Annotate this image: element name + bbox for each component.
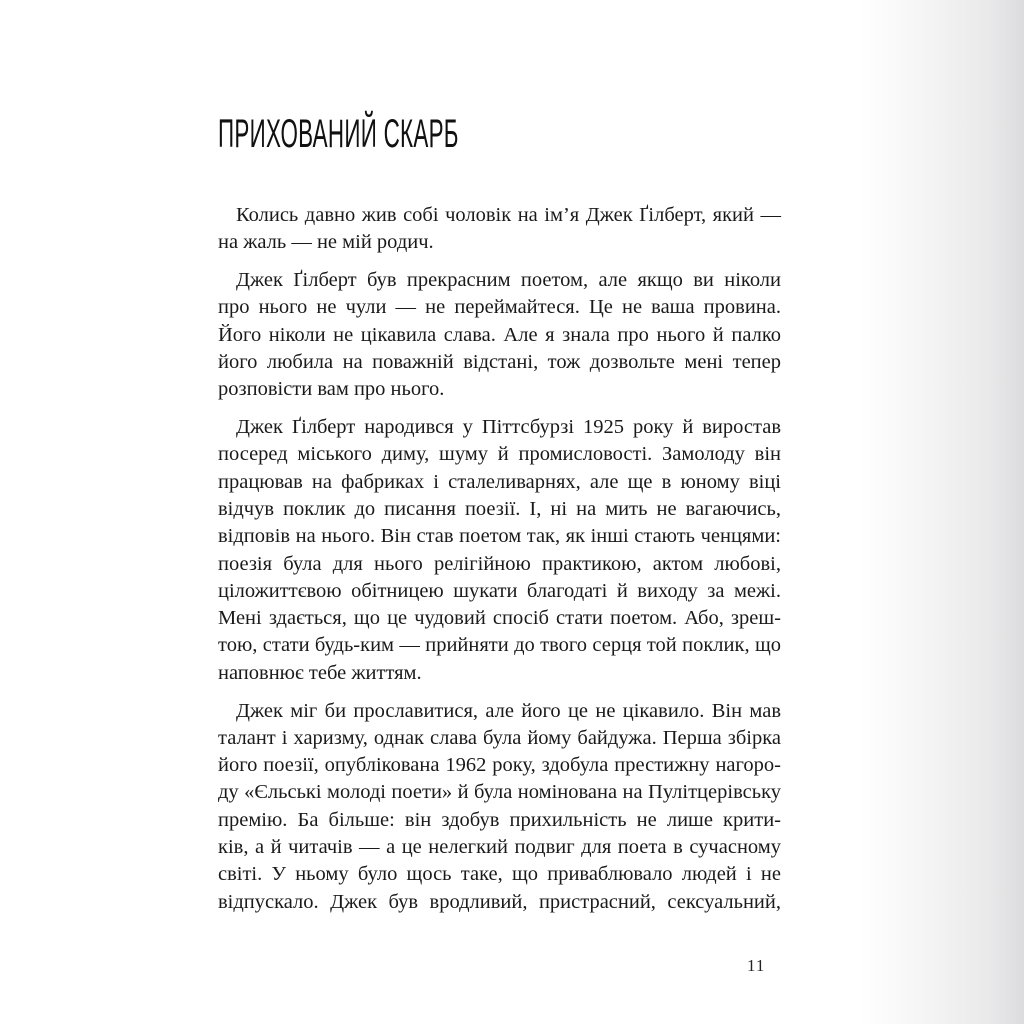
text-line: Джек Ґілберт був прекрасним поетом, але якщо ви ніколи	[236, 269, 781, 292]
text-line: Джек Ґілберт народився у Піттсбурзі 1925 року й виростав	[236, 416, 781, 439]
text-line: посеред міського диму, шуму й промисловості. Замолоду він	[218, 443, 781, 466]
text-line: премію. Ба більше: він здобув прихильність не лише крити-	[218, 808, 781, 831]
paragraph	[218, 267, 781, 403]
text-line: його поезії, опублікована 1962 року, здобула престижну нагоро-	[218, 754, 781, 777]
text-line: світі. У ньому було щось таке, що приваблювало людей і не	[218, 863, 781, 886]
text-line: Його ніколи не цікавила слава. Але я знала про нього й палко	[218, 323, 781, 346]
paragraph	[218, 698, 781, 916]
text-line: тою, стати будь-ким — прийняти до твого серця той поклик, що	[218, 634, 781, 657]
text-line: відповів на нього. Він став поетом так, як інші стають ченцями:	[218, 525, 781, 548]
text-line: талант і харизму, однак слава була йому байдужа. Перша збірка	[218, 726, 781, 749]
text-line: відчув поклик до писання поезії. І, ні на мить не вагаючись,	[218, 497, 781, 520]
text-line: розповісти вам про нього.	[218, 378, 445, 401]
text-line: ків, а й читачів — а це нелегкий подвиг для поета в сучасному	[218, 836, 781, 859]
text-line: його любила на поважній відстані, тож дозвольте мені тепер	[218, 350, 781, 373]
text-line: на жаль — не мій родич.	[218, 231, 434, 254]
paragraph	[218, 202, 781, 257]
text-line: цiложиттєвою обітницею шукати благодаті й виходу за межі.	[218, 579, 781, 602]
paragraph	[218, 414, 781, 687]
body-text	[218, 202, 781, 916]
text-line: Мені здається, що це чудовий спосіб стати поетом. Або, зреш-	[218, 607, 781, 630]
page-number: 11	[747, 956, 766, 975]
text-line: відпускало. Джек був вродливий, пристрасний, сексуальний,	[218, 890, 781, 913]
chapter-title: ПРИХОВАНИЙ СКАРБ	[218, 112, 459, 156]
text-line: поезія була для нього релігійною практикою, актом любові,	[218, 552, 781, 575]
text-line: ду «Єльські молоді поети» й була номінована на Пулітцерівську	[218, 781, 781, 804]
text-line: про нього не чули — не переймайтеся. Це не ваша провина.	[218, 296, 781, 319]
text-line: Колись давно жив собі чоловік на ім’я Джек Ґілберт, який —	[236, 204, 781, 226]
text-line: наповнює тебе життям.	[218, 661, 422, 684]
text-line: працював на фабриках і сталеливарнях, але ще в юному віці	[218, 470, 781, 493]
text-line: Джек міг би прославитися, але його це не цікавило. Він мав	[236, 699, 781, 722]
